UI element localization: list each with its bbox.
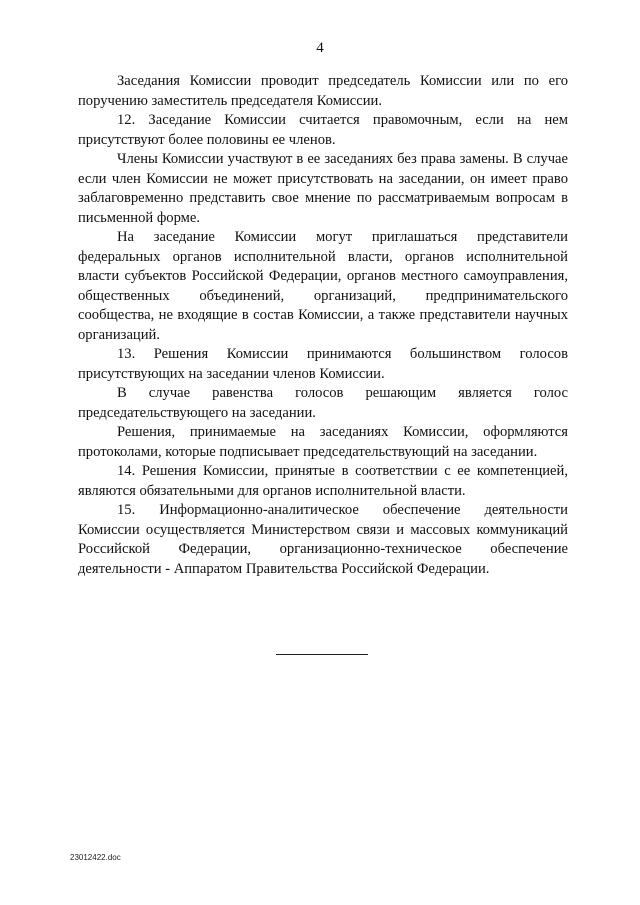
paragraph-chair: Заседания Комиссии проводит председатель Комиссии или по его поручению заместитель председателя Комиссии. xyxy=(78,73,568,109)
paragraph-item-14: 14. Решения Комиссии, принятые в соответствии с ее компетенцией, являются обязательными для органов исполнительной власти. xyxy=(78,463,568,499)
footer-file-reference: 23012422.doc xyxy=(70,853,121,862)
paragraph-members: Члены Комиссии участвуют в ее заседаниях без права замены. В случае если член Комиссии не может присутствовать на заседании, он имеет право заблаговременно представить свое мнение по рассматриваемым вопросам в письменной форме. xyxy=(78,151,568,226)
paragraph-tie-vote: В случае равенства голосов решающим является голос председательствующего на заседании. xyxy=(78,385,568,421)
paragraph-item-12: 12. Заседание Комиссии считается правомочным, если на нем присутствуют более половины ее членов. xyxy=(78,112,568,148)
paragraph-item-15: 15. Информационно-аналитическое обеспечение деятельности Комиссии осуществляется Министерством связи и массовых коммуникаций Российской Федерации, организационно-техническое обеспечение деятельности - Аппаратом Правительства Российской Федерации. xyxy=(78,502,568,577)
end-separator-line xyxy=(276,654,368,655)
paragraph-item-13: 13. Решения Комиссии принимаются большинством голосов присутствующих на заседании членов Комиссии. xyxy=(78,346,568,382)
page-number: 4 xyxy=(316,40,324,56)
paragraph-protocols: Решения, принимаемые на заседаниях Комиссии, оформляются протоколами, которые подписывает председательствующий на заседании. xyxy=(78,424,568,460)
document-body xyxy=(78,72,568,579)
paragraph-invitees: На заседание Комиссии могут приглашаться представители федеральных органов исполнительной власти, органов исполнительной власти субъектов Российской Федерации, органов местного самоуправления, общественных объединений, организаций, предпринимательского сообщества, не входящие в состав Комиссии, а также представители научных организаций. xyxy=(78,229,568,343)
